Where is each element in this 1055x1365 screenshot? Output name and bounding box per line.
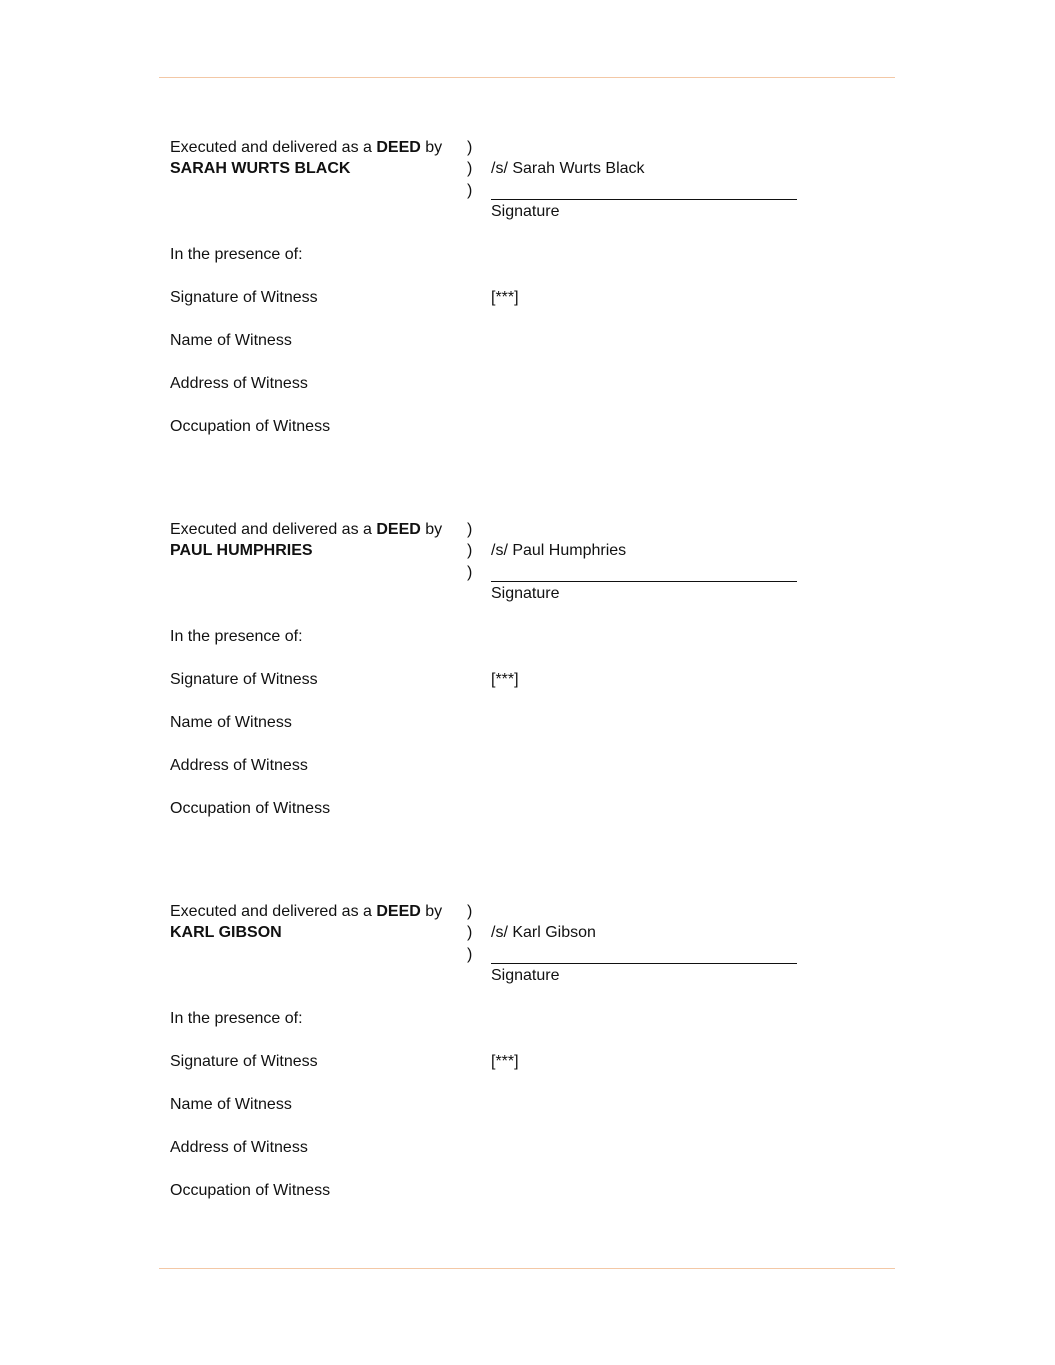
executed-prefix: Executed and delivered as a xyxy=(170,903,372,920)
execution-block-3 xyxy=(0,901,1055,1221)
witness-address-label: Address of Witness xyxy=(170,375,308,392)
bracket-1: ) xyxy=(467,521,473,538)
deed-word: DEED xyxy=(376,903,421,920)
presence-label: In the presence of: xyxy=(170,628,303,645)
by-word: by xyxy=(425,139,443,156)
execution-block-1 xyxy=(0,137,1055,457)
signature-line xyxy=(491,581,797,582)
signature-value: /s/ Sarah Wurts Black xyxy=(491,160,645,177)
executed-line xyxy=(170,519,442,540)
presence-label: In the presence of: xyxy=(170,1010,303,1027)
witness-occupation-label: Occupation of Witness xyxy=(170,418,331,435)
witness-occupation-label: Occupation of Witness xyxy=(170,1182,331,1199)
witness-signature-label: Signature of Witness xyxy=(170,1053,318,1070)
signature-line xyxy=(491,963,797,964)
witness-name-label: Name of Witness xyxy=(170,332,292,349)
signature-label: Signature xyxy=(491,585,560,602)
signature-value: /s/ Paul Humphries xyxy=(491,542,627,559)
executed-line xyxy=(170,137,442,158)
bracket-3: ) xyxy=(467,564,473,581)
deed-word: DEED xyxy=(376,521,421,538)
bracket-3: ) xyxy=(467,182,473,199)
witness-occupation-label: Occupation of Witness xyxy=(170,800,331,817)
witness-name-label: Name of Witness xyxy=(170,1096,292,1113)
witness-address-label: Address of Witness xyxy=(170,757,308,774)
footer-divider xyxy=(159,1268,895,1269)
signatory-name: PAUL HUMPHRIES xyxy=(170,542,313,559)
bracket-3: ) xyxy=(467,946,473,963)
deed-word: DEED xyxy=(376,139,421,156)
bracket-2: ) xyxy=(467,160,473,177)
execution-block-2 xyxy=(0,519,1055,839)
witness-name-label: Name of Witness xyxy=(170,714,292,731)
presence-label: In the presence of: xyxy=(170,246,303,263)
signatory-name: KARL GIBSON xyxy=(170,924,282,941)
witness-signature-label: Signature of Witness xyxy=(170,671,318,688)
bracket-2: ) xyxy=(467,924,473,941)
witness-signature-value: [***] xyxy=(491,671,519,688)
signature-label: Signature xyxy=(491,203,560,220)
executed-prefix: Executed and delivered as a xyxy=(170,139,372,156)
bracket-1: ) xyxy=(467,139,473,156)
signature-label: Signature xyxy=(491,967,560,984)
by-word: by xyxy=(425,521,443,538)
witness-signature-value: [***] xyxy=(491,289,519,306)
signature-line xyxy=(491,199,797,200)
witness-signature-label: Signature of Witness xyxy=(170,289,318,306)
signature-value: /s/ Karl Gibson xyxy=(491,924,596,941)
signatory-name: SARAH WURTS BLACK xyxy=(170,160,351,177)
executed-prefix: Executed and delivered as a xyxy=(170,521,372,538)
witness-address-label: Address of Witness xyxy=(170,1139,308,1156)
bracket-2: ) xyxy=(467,542,473,559)
by-word: by xyxy=(425,903,443,920)
bracket-1: ) xyxy=(467,903,473,920)
executed-line xyxy=(170,901,442,922)
witness-signature-value: [***] xyxy=(491,1053,519,1070)
header-divider xyxy=(159,77,895,78)
